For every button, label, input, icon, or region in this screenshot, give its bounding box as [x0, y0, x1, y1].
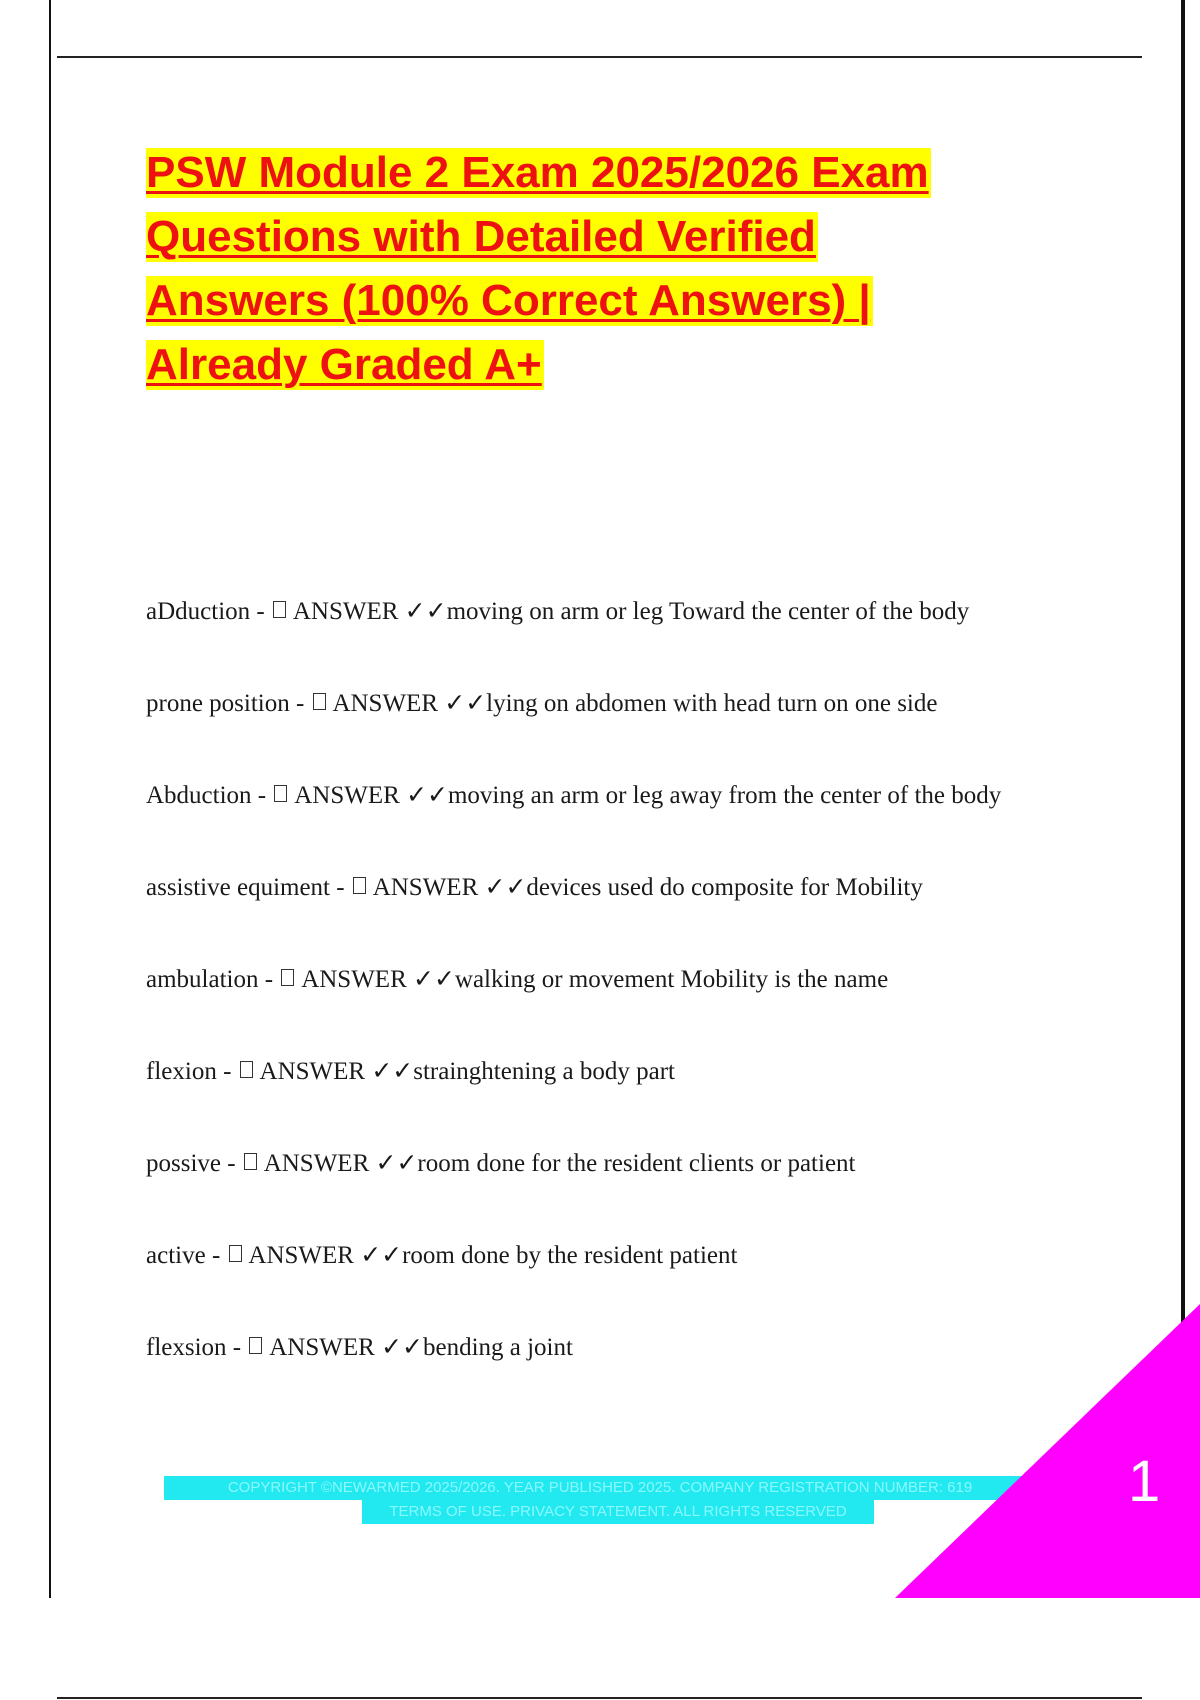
answer-label: ANSWER	[269, 1334, 375, 1361]
qa-entry	[146, 668, 1106, 739]
missing-glyph-icon	[229, 1245, 242, 1262]
double-check-icon: ✓✓	[371, 1058, 414, 1085]
missing-glyph-icon	[274, 785, 287, 802]
entry-answer: strainghtening a body part	[413, 1058, 675, 1085]
entry-separator: -	[289, 690, 311, 717]
entry-term: prone position	[146, 690, 290, 717]
footer-line-1: COPYRIGHT ©NEWARMED 2025/2026. YEAR PUBLISHED 2025. COMPANY REGISTRATION NUMBER: 619	[164, 1476, 1036, 1500]
entry-term: possive	[146, 1150, 221, 1177]
answer-label: ANSWER	[263, 1150, 370, 1177]
missing-glyph-icon	[313, 693, 326, 710]
entry-separator: -	[216, 1058, 238, 1085]
title-line-4: Already Graded A+	[146, 340, 542, 389]
answer-label: ANSWER	[332, 690, 439, 717]
title-line-2: Questions with Detailed Verified	[146, 212, 816, 261]
qa-entry	[146, 1220, 1106, 1291]
entry-term: ambulation	[146, 966, 259, 993]
entry-separator: -	[250, 598, 271, 625]
entry-answer: moving on arm or leg Toward the center of the body	[446, 598, 970, 625]
top-rule	[57, 56, 1142, 58]
qa-list	[146, 576, 1106, 1404]
entry-answer: devices used do composite for Mobility	[526, 874, 923, 901]
entry-term: assistive equiment	[146, 874, 330, 901]
entry-answer: room done for the resident clients or patient	[417, 1150, 856, 1177]
answer-label: ANSWER	[294, 782, 400, 809]
double-check-icon: ✓✓	[406, 782, 448, 809]
page-left-border	[49, 0, 51, 1598]
entry-separator: -	[226, 1334, 248, 1361]
entry-answer: room done by the resident patient	[402, 1242, 738, 1269]
document-title	[146, 148, 1046, 404]
answer-label: ANSWER	[259, 1058, 366, 1085]
entry-term: flexsion	[146, 1334, 227, 1361]
missing-glyph-icon	[244, 1153, 257, 1170]
bottom-rule	[57, 1697, 1142, 1699]
entry-separator: -	[205, 1242, 227, 1269]
title-line-3: Answers (100% Correct Answers) |	[146, 276, 871, 325]
qa-entry	[146, 852, 1106, 923]
double-check-icon: ✓✓	[413, 966, 455, 993]
entry-term: Abduction	[146, 782, 252, 809]
missing-glyph-icon	[353, 877, 366, 894]
answer-label: ANSWER	[292, 598, 399, 625]
double-check-icon: ✓✓	[375, 1150, 418, 1177]
entry-separator: -	[330, 874, 351, 901]
entry-answer: walking or movement Mobility is the name	[454, 966, 889, 993]
entry-separator: -	[221, 1150, 242, 1177]
entry-answer: lying on abdomen with head turn on one side	[486, 690, 938, 717]
entry-answer: moving an arm or leg away from the center of the body	[447, 782, 1002, 809]
qa-entry	[146, 760, 1106, 831]
qa-entry	[146, 1036, 1106, 1107]
double-check-icon: ✓✓	[484, 874, 527, 901]
double-check-icon: ✓✓	[404, 598, 447, 625]
missing-glyph-icon	[249, 1337, 262, 1354]
title-line-1: PSW Module 2 Exam 2025/2026 Exam	[146, 148, 929, 197]
double-check-icon: ✓✓	[444, 690, 487, 717]
missing-glyph-icon	[273, 601, 286, 618]
entry-term: aDduction	[146, 598, 251, 625]
double-check-icon: ✓✓	[381, 1334, 423, 1361]
missing-glyph-icon	[240, 1061, 253, 1078]
entry-term: active	[146, 1242, 206, 1269]
missing-glyph-icon	[281, 969, 294, 986]
answer-label: ANSWER	[301, 966, 407, 993]
page-number: 1	[1128, 1449, 1161, 1514]
footer-line-2: TERMS OF USE. PRIVACY STATEMENT. ALL RIGHTS RESERVED	[362, 1500, 874, 1524]
entry-answer: bending a joint	[422, 1334, 573, 1361]
double-check-icon: ✓✓	[360, 1242, 403, 1269]
answer-label: ANSWER	[248, 1242, 354, 1269]
qa-entry	[146, 944, 1106, 1015]
qa-entry	[146, 1128, 1106, 1199]
entry-separator: -	[251, 782, 273, 809]
qa-entry	[146, 576, 1106, 647]
entry-term: flexion	[146, 1058, 217, 1085]
answer-label: ANSWER	[372, 874, 479, 901]
entry-separator: -	[258, 966, 280, 993]
